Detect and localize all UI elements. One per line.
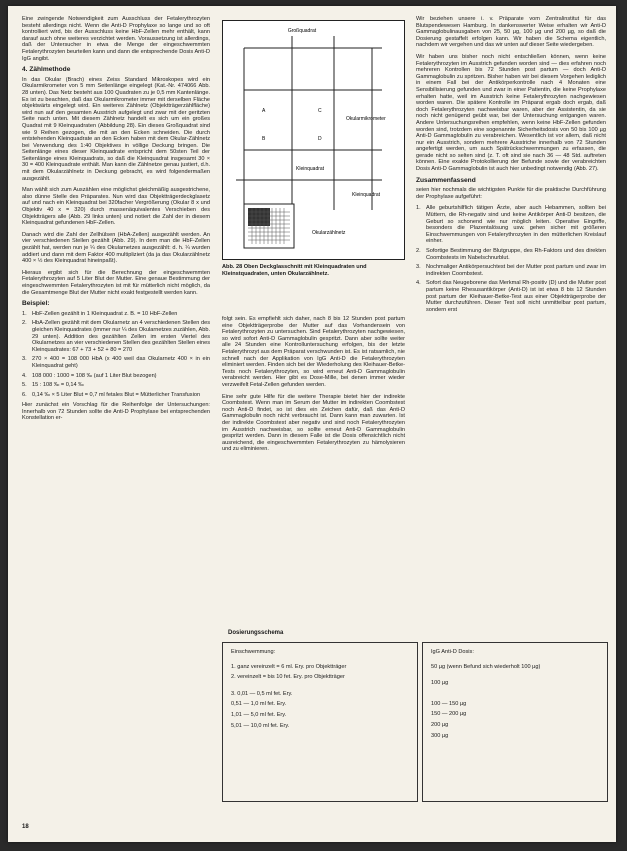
figure-caption: Abb. 28 Oben Deckglasschnitt mit Kleinquadraten und Kleinstquadraten, unten Okularzählnetz. xyxy=(222,264,367,277)
paragraph: Wir beziehen unsere i. v. Präparate vom Zentralinstitut für das Blutspendewesen Hamburg. In dankenswerter Weise erhalten wir Anti-D Gammaglobulinausgaben von 25, 50 µg, 100 µg und 200 µg, so daß die Dosierung gestaffelt erfolgen kann. Wir haben die Schema eigentlich, nachdem wir vergehen und das wir unten auf dieser Seite wiedergeben. xyxy=(416,16,606,49)
dosing-title: Dosierungsschema xyxy=(228,630,284,636)
grid-diagram xyxy=(222,20,405,260)
letter-d: D xyxy=(318,136,322,142)
table-row: 5,01 — 10,0 ml fet. Ery. xyxy=(231,722,290,729)
letter-a: A xyxy=(262,108,266,114)
paragraph: folgt sein. Es empfiehlt sich daher, nach 8 bis 12 Stunden post partum eine Objektträgerprobe der Mutter auf das Vorhandensein von Fetalerythrozyten zu untersuchen. Sind Fetalerythrozyten nachgewiesen, so wird sofort Anti-D Gammaglobulin gespritzt. Dann aber sollte weiter alle 24 Stunden eine Kontrolluntersuchung erfolgen, bis der letzte Fetalerythrozyt aus dem Präparat verschwunden ist. Es ist ratsamlich, nie schnell nach der Applikation von IgG Anti-D die Fetalerythrozyten eliminiert werden. Finden sich bei der Wiederholung des Kleihauer-Betke-Tests noch Fetalerythrozyten, so wird erneut Anti-D Gammaglobulin verabreicht werden. Hier gibt es Dose-Mille, bei denen immer wieder verzweifelt Fetal-Zellen gefunden werden. xyxy=(222,316,405,388)
column-left xyxy=(22,16,210,427)
list-item: 2. HbA-Zellen gezählt mit dem Okularnetz an 4 verschiedenen Stellen des gleichen Kleinquadrates (immer nur ¼ des Okularnetzes zuzählen, Abb. 29 unten). Addition des gezählten Zellen im ersten Viertel des Okularnetzes an vier verschiedenen Stellen des gezählten Stellen eines Kleinquadrates: 67 + 73 + 52 + 80 = 270 xyxy=(22,320,210,353)
dosing-box-left xyxy=(222,642,418,802)
column-right xyxy=(416,16,606,316)
dose-value: 100 — 150 µg xyxy=(431,700,467,707)
table-row: 1,01 — 5,0 ml fet. Ery. xyxy=(231,711,287,718)
paragraph: Hieraus ergibt sich für die Berechnung der eingeschwemmten Fetalerythrozyten auf 5 Liter Blut der Mutter. Eine genaue Bestimmung der eingeschwemmten Fetalerythrozyten ist mit für mütterlich nicht möglich, da die Gesamtmenge Blut der Mutter nicht exakt festgestellt werden kann. xyxy=(22,269,210,296)
figure-counting-grid xyxy=(222,20,405,260)
label-okularmikrometer: Okularmikrometer xyxy=(346,116,386,122)
closing-paragraph: Hier zunächst ein Vorschlag für die Reihenfolge der Untersuchungen: Innerhalb von 72 Stunden sollte die Anti-D Prophylaxe bei entsprechenden Konstellation er- xyxy=(22,402,210,422)
column-middle xyxy=(222,316,405,458)
list-item: 3. 270 × 400 = 108 000 HbA (x 400 weil das Okularnetz 400 × in ein Kleinquadrat geht) xyxy=(22,356,210,369)
dose-value: 300 µg xyxy=(431,732,449,739)
paragraph: In das Okular (Brach) eines Zeiss Standard Mikroskopes wird ein Okularmikrometer von 5 mm Seitenlänge eingelegt (Kat.-Nr. 474066 Abb. 28 unten). Das Netz besteht aus 100 Quadraten zu je 0,5 mm Kantenlänge. Es ist zu beachten, daß das Okularmikrometer immer mit derselben Fläche objektwärts eingelegt wird. Ein weiteres Zählnetz (Objektträgerzählfläche) wird nun auf den gesamten Ausstrich aufgelegt und zwar mit der geritzten Seite nach unten. Mit diesem Zählnetz handelt es sich um ein großes Quadrat mit 9 Kleinquadraten (Abbildung 28). Ein dieses Großquadrat sind wie 9 Reihen gezogen, die mit an den Ecken schneiden. Die durch entstehenden Kleinquadrate an den Ecken haben mit dem Okular-Zählnetz bei Verwendung des 1:40 Objektives in völlige Deckung bringen. Die Seitenlänge eines dieser Kleinquadrate entspricht dem 50sten Teil der Seitenlänge eines Kleinquadrats, so daß die Kleinquadrat insgesamt 30 × 30 = 400 Kleinquadrate enthält. Man kann die Zählnetze genau justiert, d.h. mit dem Okularzählnetz in Deckung gebracht, es wird folgendermaßen ausgezählt. xyxy=(22,76,210,182)
letter-c: C xyxy=(318,108,322,114)
paragraph: Danach wird die Zahl der Zellhülsen (HbA-Zellen) ausgezählt werden. An vier verschiedenen Stellen gezählt (Abb. 29). In dem man die HbF-Zellen gezählt hat, werden nun je ¼ des Okularnetzes ausgezählt: d. h. ¼ wurden addiert und dann mit dem Faktor 400 multipliziert (da ja das Okularzählnetz 400 × ½ des Kleinquadrat hineinpaßt). xyxy=(22,231,210,265)
left-header: Einschwemmung: xyxy=(231,649,276,655)
table-row: 1. ganz vereinzelt = 6 ml. Ery. pro Objektträger xyxy=(231,663,347,670)
intro-paragraph: Eine zwingende Notwendigkeit zum Ausschluss der Fetalerythrozyten besteht allerdings nicht. Wenn die Anti-D Prophylaxe so lange und so oft kontrolliert wird, bis der Ausschluss keine HbF-Zellen mehr enthält, kann darauf auch ohne weiteres verzichtet werden. Voraussetzung ist allerdings, daß der Untersucher in etwa die Menge der eingeschwemmten Fetalerythrozyten beurteilen kann und dann die entsprechende Dosis Anti-D IgG angibt. xyxy=(22,16,210,62)
paragraph: Wir haben uns bisher noch nicht entschließen können, wenn keine Fetalerythrozyten im Ausstrich gefunden worden sind — dies erfahren noch mehreren Kontrollen bis 72 Stunden post partum — doch Anti-D Gammaglobulin zu spritzen. Bisher haben wir bei diesem Vorgehen lediglich in einem Fall bei der Antikörperkontrolle nach 4 Monaten eine Sensibilisierung gefunden und zwar in einer Patientin, die keine Prophylaxe erhalten hatte, weil im Ausstrich keine Fetalerythrozyten nachgewiesen worden waren. Die spätere Kontrolle im Präparat ergab doch ergab, daß doch Fetalerythrozyten nachweisbar waren, aber der Assistentin, da sie noch nicht genügend geübt war, bei der Untersuchung entgangen waren. Andere Untersuchungsreihen empfehlen, wenn keine HbF-Zellen gefunden worden sind, trotzdem eine sogenannte Sicherheitsdosis von 50 bis 100 µg Anti-D Gammaglobulin zu verabreichen. Wesentlich ist vor allem, daß nicht nur ein Ausstrich, sondern mehrere Ausstriche innerhalb von 72 Stunden angefertigt werden, um auch Spätrückschwemmungen zu erfassen, die gerade nicht so selten sind (z. T. oft sind sie nach 36 — 48 Std. auftreten können. Eine exakte Protokollierung der Befunde sowie der verabreichten Dosis Anti-D Gammaglobulin ist auch hier unbedingt notwendig (Abb. 27). xyxy=(416,53,606,173)
summary-list xyxy=(416,205,606,313)
list-item: 3. Nochmaliger Antikörpersuchtest bei der Mutter post partum und zwar im indirekten Coombstest. xyxy=(416,264,606,277)
label-grossquadrat: Großquadrat xyxy=(287,28,317,34)
label-kleinquadrat-right: Kleinquadrat xyxy=(352,192,381,198)
dose-value: 200 µg xyxy=(431,721,449,728)
label-kleinquadrat: Kleinquadrat xyxy=(296,166,325,172)
list-item: 5. 15 : 108 ‰ = 0,14 ‰ xyxy=(22,382,84,389)
dosing-scheme xyxy=(222,630,608,806)
paragraph: Eine sehr gute Hilfe für die weitere Therapie bietet hier der indirekte Coombstest. Wenn man im Serum der Mutter im indirekten Coombstest noch Anti-D findet, so ist dies ein Zeichen dafür, daß das Anti-D Gammaglobulin noch nicht verbraucht ist. Dann kann man zuwarten. Ist der indirekte Coombstest aber negativ und sind noch Fetalerythrozyten im Ausstrich nachweisbar, so sollte erneut Anti-D Gammaglobulin gespritzt werden. Dann in diesem Falle ist die Dosis offensichtlich nicht ausreichend, die eingeschwemmten Fetalerythrozyten zu hämolysieren und zu eliminieren. xyxy=(222,393,405,453)
list-item: 1. HbF-Zellen gezählt in 1 Kleinquadrat z. B. = 10 HbF-Zellen xyxy=(22,310,178,317)
section-heading-zusammenfassend: Zusammenfassend xyxy=(416,176,476,184)
dose-value: 50 µg (wenn Befund sich wiederholt 100 µg) xyxy=(431,663,541,670)
list-item: 1. Alle geburtshilflich tätigen Ärzte, aber auch Hebammen, sollten bei Müttern, die Rh-negativ sind und keine Antikörper Anti-D besitzen, die Geburt so schonend wie nur möglich leiten. Operative Eingriffe, besonders die Plazentalösung usw. gehen sicher mit größeren Einschwemmungen von Fetalerythrozyten in den mütterlichen Kreislauf einher. xyxy=(416,205,606,245)
list-item: 4. 108 000 : 1000 = 108 ‰ (auf 1 Liter Blut bezogen) xyxy=(22,372,157,379)
list-item: 4. Sofort das Neugeborene das Merkmal Rh-positiv (D) und die Mutter post partum keine Rhesusantikörper (Anti-D) ist ist etwa 8 bis 12 Stunden post partum der Kleihauer-Betke-Test aus einer Objektträgerprobe der Mutter durchzuführen. Dieser Test soll nicht unmittelbar post partum, sondern erst xyxy=(416,280,606,313)
dose-value: 150 — 200 µg xyxy=(431,711,467,718)
list-item: 6. 0,14 ‰ × 5 Liter Blut = 0,7 ml fetales Blut = Mütterlicher Transfusion xyxy=(22,391,201,398)
letter-b: B xyxy=(262,136,266,142)
table-row: 0,51 — 1,0 ml fet. Ery. xyxy=(231,701,287,708)
label-okularzaehlnetz: Okularzählnetz xyxy=(312,230,346,236)
dose-value: 100 µg xyxy=(431,680,449,687)
table-row: 2. vereinzelt = bis 10 fet. Ery. pro Objektträger xyxy=(231,674,345,681)
table-row: 3. 0,01 — 0,5 ml fet. Ery. xyxy=(231,690,293,697)
paragraph: Man wählt sich zum Auszählen eine möglichst gleichmäßig ausgestrichene, also dünne Stelle des Präparates. Nun wird das Objektträgerdeckglasetz auf und nach ein Kleinquadrat bei 320facher Vergrößerung (Okular 8 x und Objektiv 40 x = 320) durch massenäquivalentes Verschieben des Objektträgers alle (Abb. 29 links unten) und notiert die Zahl der in diesem Kleinquadrat gefundenen HbF-Zellen. xyxy=(22,187,210,227)
page-number: 18 xyxy=(22,824,29,830)
beispiel-heading: Beispiel: xyxy=(22,300,50,308)
document-page xyxy=(8,6,616,842)
dosing-box-right xyxy=(422,642,608,802)
right-header: IgG Anti-D Dosis: xyxy=(431,649,474,655)
section-heading-zaehlmethode: 4. Zählmethode xyxy=(22,66,71,74)
beispiel-list xyxy=(22,311,210,399)
list-item: 2. Sofortige Bestimmung der Blutgruppe, des Rh-Faktors und des direkten Coombstests im Nabelschnurblut. xyxy=(416,248,606,261)
paragraph: seien hier nochmals die wichtigsten Punkte für die praktische Durchführung der Prophylaxe aufgeführt: xyxy=(416,187,606,200)
